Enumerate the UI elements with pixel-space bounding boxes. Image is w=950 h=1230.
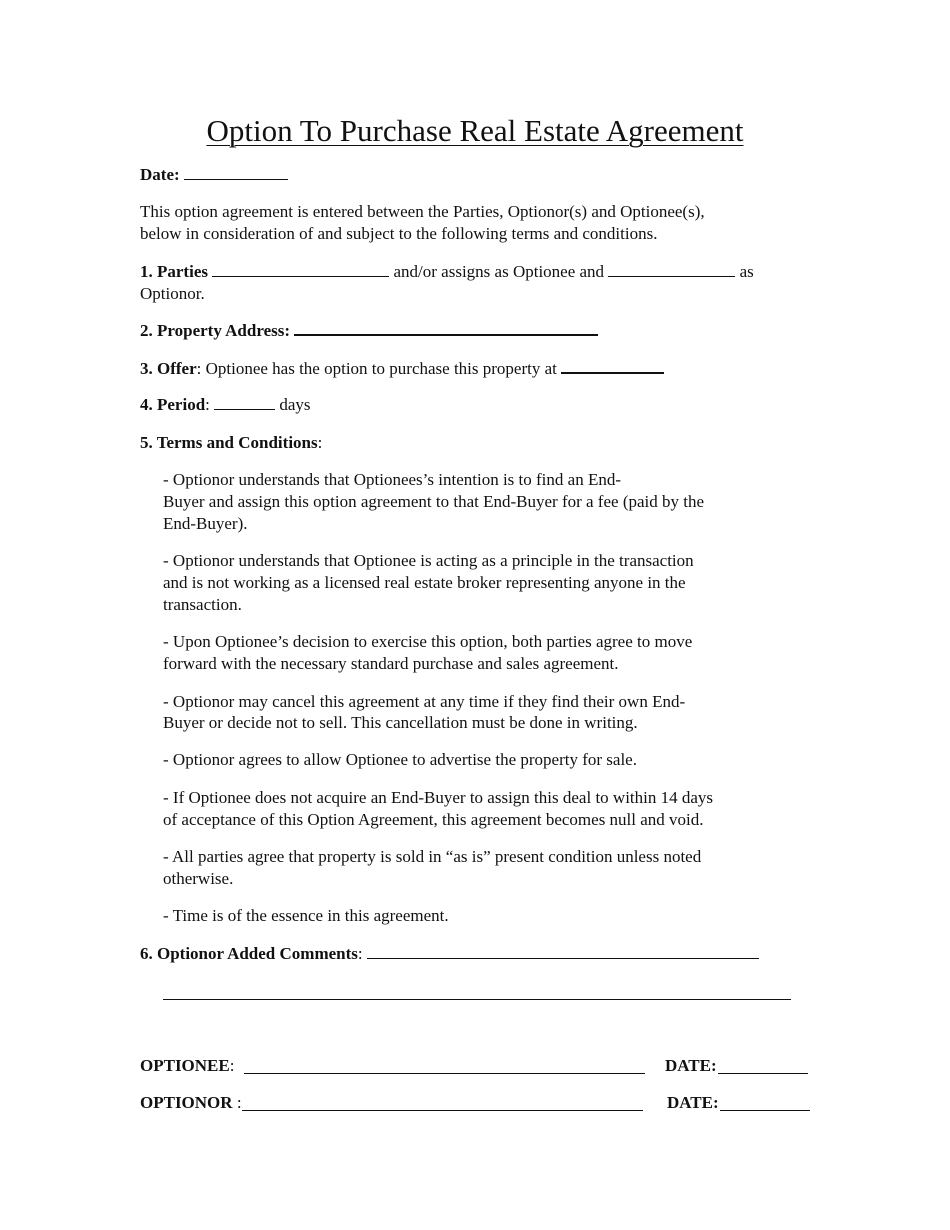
offer-line	[140, 357, 664, 380]
period-line	[140, 394, 311, 416]
bullet-2-line-1: - Optionor understands that Optionee is acting as a principle in the transaction	[163, 551, 694, 570]
optionor-label: OPTIONOR	[140, 1093, 233, 1112]
terms-colon: :	[317, 433, 323, 452]
comments-blank-1[interactable]	[367, 943, 759, 959]
parties-mid-text: and/or assigns as Optionee and	[393, 262, 605, 281]
bullet-1-line-3: End-Buyer).	[163, 514, 248, 533]
comments-label: 6. Optionor Added Comments	[140, 944, 358, 963]
property-line	[140, 319, 598, 342]
bullet-6-line-1: - If Optionee does not acquire an End-Buyer to assign this deal to within 14 days	[163, 788, 714, 807]
optionee-colon: :	[229, 1056, 235, 1075]
optionee-label: OPTIONEE	[140, 1056, 230, 1075]
period-colon: :	[205, 395, 210, 414]
parties-line-2: Optionor.	[140, 284, 205, 303]
bullet-2-line-3: transaction.	[163, 595, 242, 614]
optionee-date-label: DATE:	[665, 1056, 717, 1075]
period-unit: days	[279, 395, 311, 414]
comments-line	[140, 943, 759, 965]
date-blank[interactable]	[184, 164, 288, 180]
offer-text: : Optionee has the option to purchase this property at	[196, 359, 557, 378]
optionee-name-blank[interactable]	[212, 261, 389, 277]
bullet-4-line-2: Buyer or decide not to sell. This cancellation must be done in writing.	[163, 713, 638, 732]
property-label: 2. Property Address:	[140, 321, 291, 340]
bullet-7-line-1: - All parties agree that property is sold in “as is” present condition unless noted	[163, 847, 702, 866]
comments-blank-2[interactable]	[163, 999, 791, 1000]
bullet-6-line-2: of acceptance of this Option Agreement, this agreement becomes null and void.	[163, 810, 704, 829]
comments-colon: :	[357, 944, 363, 963]
date-line	[140, 164, 288, 186]
bullet-7-line-2: otherwise.	[163, 869, 234, 888]
parties-end-text: as	[739, 262, 754, 281]
period-days-blank[interactable]	[214, 394, 275, 410]
offer-price-blank[interactable]	[561, 357, 664, 374]
bullet-5-line-1: - Optionor agrees to allow Optionee to advertise the property for sale.	[163, 750, 637, 769]
bullet-8-line-1: - Time is of the essence in this agreement.	[163, 906, 449, 925]
offer-label: 3. Offer	[140, 359, 197, 378]
terms-heading	[140, 432, 322, 454]
terms-label: 5. Terms and Conditions	[140, 433, 318, 452]
bullet-1-line-2: Buyer and assign this option agreement to that End-Buyer for a fee (paid by the	[163, 492, 705, 511]
parties-line	[140, 261, 754, 283]
parties-label: 1. Parties	[140, 262, 208, 281]
property-address-blank[interactable]	[294, 319, 598, 336]
intro-line-1: This option agreement is entered between the Parties, Optionor(s) and Optionee(s),	[140, 202, 705, 221]
optionor-date-blank[interactable]	[720, 1110, 810, 1111]
bullet-4-line-1: - Optionor may cancel this agreement at any time if they find their own End-	[163, 692, 686, 711]
optionor-signature-blank[interactable]	[242, 1110, 643, 1111]
bullet-3-line-2: forward with the necessary standard purchase and sales agreement.	[163, 654, 619, 673]
optionor-colon: :	[232, 1093, 242, 1112]
period-label: 4. Period	[140, 395, 206, 414]
optionor-date-line	[667, 1092, 719, 1114]
optionee-signature-line	[140, 1055, 234, 1077]
optionee-date-line	[665, 1055, 717, 1077]
bullet-1-line-1: - Optionor understands that Optionees’s intention is to find an End-	[163, 470, 621, 489]
optionor-date-label: DATE:	[667, 1093, 719, 1112]
optionor-name-blank[interactable]	[608, 261, 735, 277]
optionor-signature-line	[140, 1092, 242, 1114]
intro-line-2: below in consideration of and subject to the following terms and conditions.	[140, 224, 658, 243]
optionee-date-blank[interactable]	[718, 1073, 808, 1074]
bullet-3-line-1: - Upon Optionee’s decision to exercise this option, both parties agree to move	[163, 632, 693, 651]
document-title: Option To Purchase Real Estate Agreement	[206, 113, 744, 148]
date-label: Date:	[140, 165, 180, 184]
bullet-2-line-2: and is not working as a licensed real estate broker representing anyone in the	[163, 573, 686, 592]
optionee-signature-blank[interactable]	[244, 1073, 645, 1074]
